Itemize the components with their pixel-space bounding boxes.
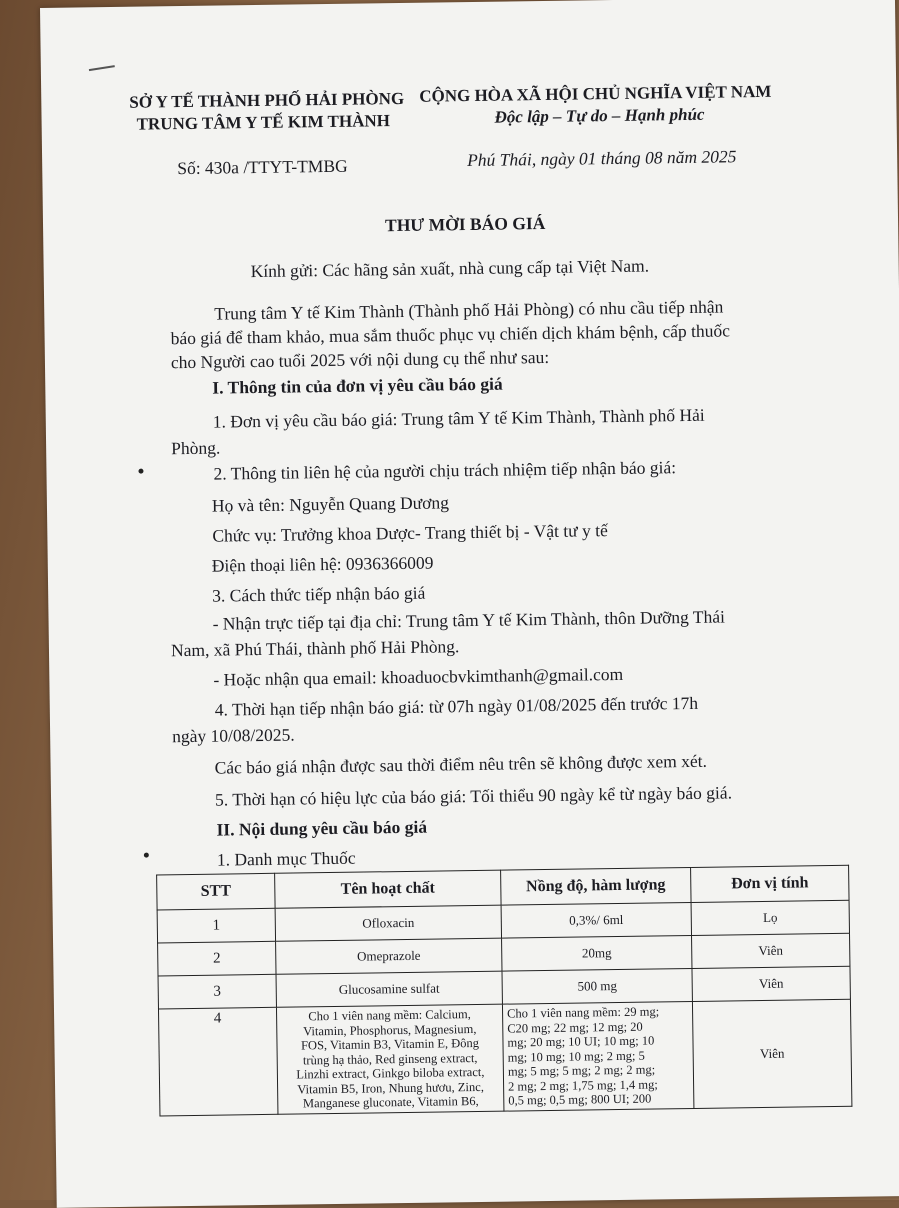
dot-mark	[144, 853, 149, 858]
cell-ingredient: Ofloxacin	[275, 905, 501, 941]
item-1-line-2: Phòng.	[171, 437, 221, 459]
item-5: 5. Thời hạn có hiệu lực của báo giá: Tối thiểu 90 ngày kể từ ngày báo giá.	[214, 782, 733, 810]
address-line-1: - Nhận trực tiếp tại địa chỉ: Trung tâm Y tế Kim Thành, thôn Dưỡng Thái	[212, 606, 726, 634]
item-4-line-2: ngày 10/08/2025.	[172, 724, 295, 747]
contact-position: Chức vụ: Trưởng khoa Dược- Trang thiết bị - Vật tư y tế	[212, 520, 608, 546]
pen-mark	[89, 65, 115, 71]
cell-stt: 4	[158, 1007, 277, 1115]
item-4-line-1: 4. Thời hạn tiếp nhận báo giá: từ 07h ngày 01/08/2025 đến trước 17h	[214, 692, 699, 720]
item-1-line-1: 1. Đơn vị yêu cầu báo giá: Trung tâm Y tế Kim Thành, Thành phố Hải	[212, 404, 705, 432]
section-2-subheading: 1. Danh mục Thuốc	[216, 847, 356, 870]
column-header: Tên hoạt chất	[275, 870, 501, 908]
cell-strength: 0,3%/ 6ml	[501, 902, 691, 938]
column-header: STT	[157, 873, 275, 910]
cell-stt: 2	[158, 941, 276, 976]
late-quotes-note: Các báo giá nhận được sau thời điểm nêu trên sẽ không được xem xét.	[214, 750, 708, 778]
contact-phone: Điện thoại liên hệ: 0936366009	[211, 552, 434, 576]
intro-line-3: cho Người cao tuổi 2025 với nội dung cụ thể như sau:	[170, 346, 550, 373]
document-title: THƯ MỜI BÁO GIÁ	[384, 212, 546, 236]
address-line-2: Nam, xã Phú Thái, thành phố Hải Phòng.	[170, 636, 460, 661]
cell-stt: 1	[157, 908, 275, 943]
table-row	[158, 999, 851, 1115]
cell-unit: Viên	[692, 966, 850, 1001]
cell-strength: 500 mg	[502, 968, 692, 1004]
document-number: Số: 430a /TTYT-TMBG	[177, 155, 348, 179]
issuer-department: SỞ Y TẾ THÀNH PHỐ HẢI PHÒNG	[129, 88, 405, 112]
intro-line-2: báo giá để tham khảo, mua sắm thuốc phục vụ chiến dịch khám bệnh, cấp thuốc	[170, 320, 731, 349]
national-title: CỘNG HÒA XÃ HỘI CHỦ NGHĨA VIỆT NAM	[419, 81, 772, 106]
section-2-heading: II. Nội dung yêu cầu báo giá	[216, 816, 428, 840]
item-2: 2. Thông tin liên hệ của người chịu trách nhiệm tiếp nhận báo giá:	[213, 457, 677, 484]
cell-ingredient: Glucosamine sulfat	[276, 971, 502, 1007]
issuer-center: TRUNG TÂM Y TẾ KIM THÀNH	[136, 111, 391, 134]
cell-strength: 20mg	[502, 935, 692, 971]
dot-mark	[138, 469, 143, 474]
cell-strength: Cho 1 viên nang mềm: 29 mg; C20 mg; 22 mg; 12 mg; 20 mg; 20 mg; 10 UI; 10 mg; 10 mg; 10 mg; 10 mg; 2 mg; 5 mg; 5 mg; 5 mg; 2 mg; 2 mg; 2 mg; 2 mg; 1,75 mg; 1,4 mg; 0,5 mg; 0,5 mg; 800 UI; 200	[502, 1001, 693, 1110]
cell-ingredient: Cho 1 viên nang mềm: Calcium, Vitamin, Phosphorus, Magnesium, FOS, Vitamin B3, Vitamin E, Đông trùng hạ thảo, Red ginseng extract, Linzhi extract, Ginkgo biloba extract, Vitamin B5, Iron, Nhung hươu, Zinc, Manganese gluconate, Vitamin B6,	[276, 1004, 503, 1114]
medicine-table	[156, 865, 852, 1116]
column-header: Nồng độ, hàm lượng	[501, 868, 691, 906]
item-3: 3. Cách thức tiếp nhận báo giá	[212, 582, 426, 606]
column-header: Đơn vị tính	[691, 865, 849, 902]
email-line: - Hoặc nhận qua email: khoaduocbvkimthanh@gmail.com	[213, 663, 624, 690]
cell-unit: Viên	[692, 933, 850, 968]
document-page	[40, 0, 899, 1208]
national-motto: Độc lập – Tự do – Hạnh phúc	[494, 104, 705, 127]
cell-unit: Lọ	[691, 900, 849, 935]
intro-line-1: Trung tâm Y tế Kim Thành (Thành phố Hải Phòng) có nhu cầu tiếp nhận	[214, 296, 724, 324]
document-date: Phú Thái, ngày 01 tháng 08 năm 2025	[467, 146, 737, 171]
salutation: Kính gửi: Các hãng sản xuất, nhà cung cấp tại Việt Nam.	[250, 255, 650, 282]
cell-ingredient: Omeprazole	[276, 938, 502, 974]
section-1-heading: I. Thông tin của đơn vị yêu cầu báo giá	[212, 373, 503, 398]
contact-name: Họ và tên: Nguyễn Quang Dương	[211, 492, 450, 516]
cell-stt: 3	[158, 974, 276, 1009]
cell-unit: Viên	[692, 999, 851, 1108]
